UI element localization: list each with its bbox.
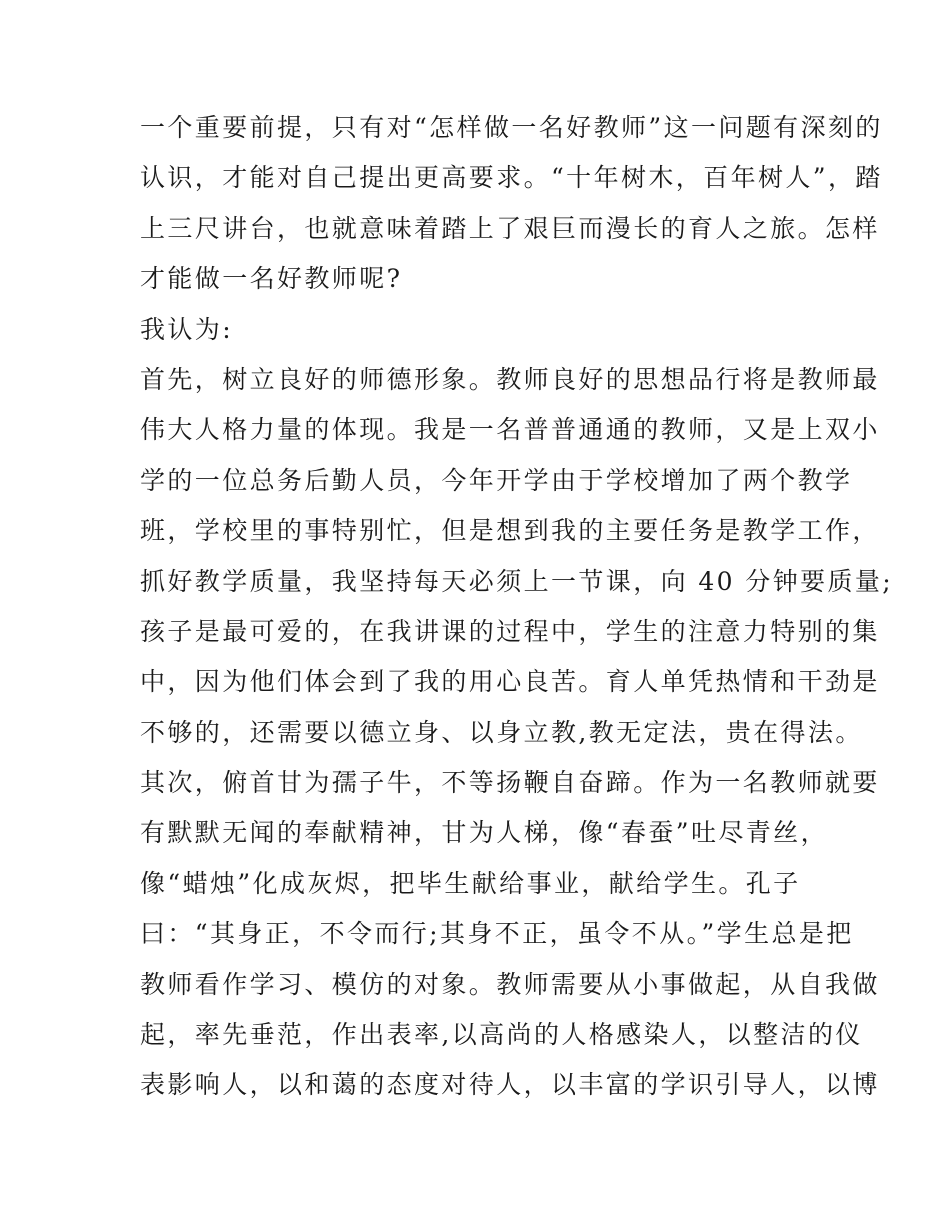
text-line: 伟大人格力量的体现。我是一名普普通通的教师，又是上双小: [140, 415, 880, 445]
text-line: 学的一位总务后勤人员，今年开学由于学校增加了两个教学: [140, 465, 853, 495]
text-line: 不够的，还需要以德立身、以身立教,教无定法，贵在得法。: [140, 717, 863, 747]
text-line: 一个重要前提，只有对“怎样做一名好教师”这一问题有深刻的: [140, 113, 883, 142]
text-line: 有默默无闻的奉献精神，甘为人梯，像“春蚕”吐尽青丝，: [140, 818, 828, 848]
text-line: 其次，俯首甘为孺子牛，不等扬鞭自奋蹄。作为一名教师就要: [140, 768, 880, 798]
text-line: 上三尺讲台，也就意味着踏上了艰巨而漫长的育人之旅。怎样: [140, 213, 880, 243]
text-line: 中，因为他们体会到了我的用心良苦。育人单凭热情和干劲是: [140, 667, 880, 697]
text-line: 曰：“其身正，不令而行;其身不正，虽令不从。”学生总是把: [140, 919, 854, 949]
text-line: 表影响人，以和蔼的态度对待人，以丰富的学识引导人，以博: [140, 1070, 880, 1100]
text-line: 认识，才能对自己提出更高要求。“十年树木，百年树人”，踏: [140, 163, 883, 193]
text-line: 孩子是最可爱的，在我讲课的过程中，学生的注意力特别的集: [140, 616, 880, 646]
text-line: 首先，树立良好的师德形象。教师良好的思想品行将是教师最: [140, 364, 880, 394]
text-line: 起，率先垂范，作出表率,以高尚的人格感染人，以整洁的仪: [140, 1020, 863, 1050]
document-page: [140, 103, 894, 1111]
text-line: 教师看作学习、模仿的对象。教师需要从小事做起，从自我做: [140, 969, 880, 999]
text-line: 抓好教学质量，我坚持每天必须上一节课，向 40 分钟要质量;: [140, 566, 894, 596]
text-line: 像“蜡烛”化成灰烬，把毕生献给事业，献给学生。孔子: [140, 868, 801, 898]
text-line: 才能做一名好教师呢?: [140, 264, 403, 294]
text-line: 我认为:: [140, 314, 234, 344]
text-line: 班，学校里的事特别忙，但是想到我的主要任务是教学工作，: [140, 516, 880, 546]
